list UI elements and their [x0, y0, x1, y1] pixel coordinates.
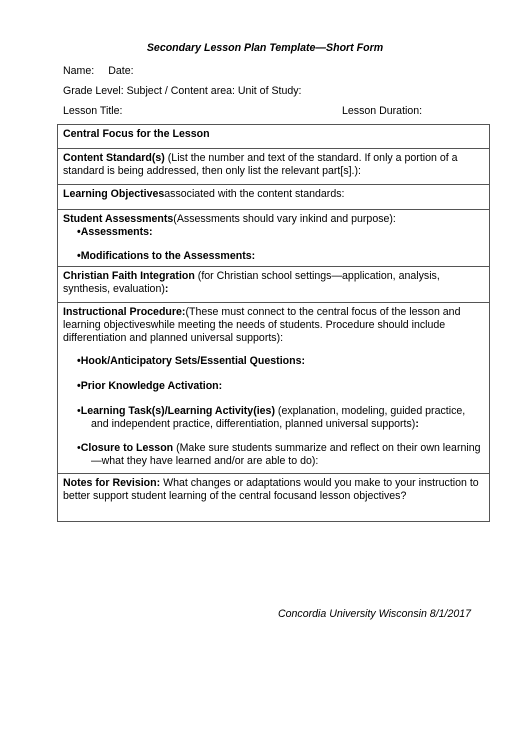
learning-tasks-label: Learning Task(s)/Learning Activity(ies): [80, 405, 275, 417]
content-standards-label: Content Standard(s): [63, 152, 165, 164]
closure-label: Closure to Lesson: [80, 442, 174, 454]
instructional-procedure-label: Instructional Procedure:: [63, 306, 186, 318]
page-title: Secondary Lesson Plan Template—Short Form: [146, 42, 384, 54]
assessments-label: Assessments:: [80, 226, 153, 238]
student-assessments-instructions: (Assessments should vary inkind and purpose):: [173, 213, 396, 225]
lesson-title-label: Lesson Title:: [63, 105, 123, 117]
bullet-glyph: •: [77, 226, 81, 238]
instructional-procedure-section[interactable]: [58, 302, 489, 473]
name-date-line: [63, 65, 134, 77]
christian-faith-colon: :: [164, 283, 169, 295]
central-focus-section[interactable]: [58, 125, 489, 148]
learning-tasks-colon: :: [415, 418, 419, 430]
central-focus-label: Central Focus for the Lesson: [63, 128, 210, 140]
christian-faith-instructions: (for Christian school settings—application, analysis, synthesis, evaluation): [63, 270, 440, 295]
student-assessments-label: Student Assessments: [63, 213, 174, 225]
christian-faith-section[interactable]: [58, 266, 489, 302]
learning-tasks-instructions: (explanation, modeling, guided practice, and independent practice, differentiation, planned universal supports): [91, 405, 466, 430]
hook-bullet: [63, 355, 484, 368]
bullet-glyph: •: [77, 405, 81, 417]
notes-for-revision-instructions: What changes or adaptations would you make to your instruction to better support student learning of the central focusand lesson objectives?: [63, 477, 479, 502]
lesson-duration-label: Lesson Duration:: [342, 105, 423, 117]
assessments-bullet: [63, 226, 484, 239]
hook-label: Hook/Anticipatory Sets/Essential Questions:: [80, 355, 306, 367]
content-standards-instructions: (List the number and text of the standard. If only a portion of a standard is being addressed, then only list the relevant part[s].):: [63, 152, 458, 177]
christian-faith-label: Christian Faith Integration: [63, 270, 195, 282]
learning-objectives-section[interactable]: [58, 184, 489, 209]
modifications-bullet: [63, 250, 484, 263]
learning-objectives-instructions: associated with the content standards:: [164, 188, 345, 200]
footer-credit: Concordia University Wisconsin 8/1/2017: [278, 608, 472, 620]
closure-instructions: (Make sure students summarize and reflect on their own learning—what they have learned and/or are able to do):: [91, 442, 481, 467]
learning-tasks-bullet: [63, 405, 484, 431]
lesson-plan-form: [57, 124, 490, 522]
grade-level-line: Grade Level: Subject / Content area: Unit of Study:: [63, 85, 302, 97]
bullet-glyph: •: [77, 250, 81, 262]
notes-for-revision-section[interactable]: [58, 473, 489, 521]
date-label: Date:: [108, 65, 134, 77]
content-standards-section[interactable]: [58, 148, 489, 184]
prior-knowledge-bullet: [63, 380, 484, 393]
modifications-label: Modifications to the Assessments:: [80, 250, 256, 262]
notes-for-revision-label: Notes for Revision:: [63, 477, 161, 489]
bullet-glyph: •: [77, 442, 81, 454]
prior-knowledge-label: Prior Knowledge Activation:: [80, 380, 223, 392]
bullet-glyph: •: [77, 355, 81, 367]
student-assessments-section[interactable]: [58, 209, 489, 266]
bullet-glyph: •: [77, 380, 81, 392]
closure-bullet: [63, 442, 484, 468]
instructional-procedure-instructions: (These must connect to the central focus of the lesson and learning objectiveswhile meeting the needs of students. Procedure should include differentiation and planned universal supports):: [63, 306, 461, 344]
learning-objectives-label: Learning Objectives: [63, 188, 165, 200]
name-label: Name:: [63, 65, 95, 77]
